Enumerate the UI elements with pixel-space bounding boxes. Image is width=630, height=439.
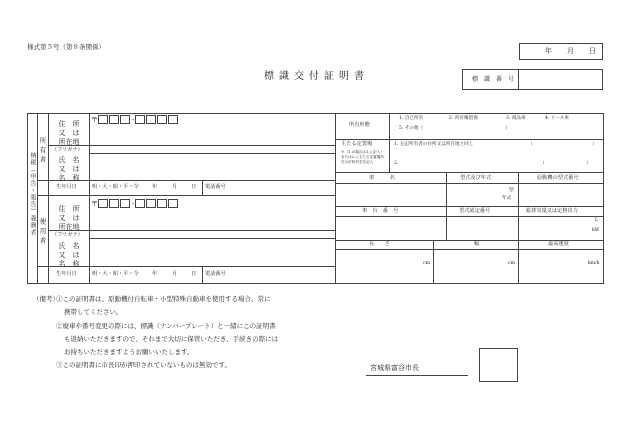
vehicle-row-bottom (335, 206, 604, 207)
location-option-2-open: （ (540, 161, 545, 166)
note-line-3: ②廃車や番号変更の際には、標識（ナンバープレート）と一緒にこの証明書 (56, 322, 276, 330)
right-label-col (389, 113, 390, 172)
owner-name-label (41, 156, 97, 182)
owner-postal-mark: 〒 (91, 116, 98, 124)
width-label: 幅 (474, 241, 480, 247)
user-birth-month: 月 (172, 271, 178, 277)
page-title: 標識交付証明書 (264, 71, 369, 82)
owner-postal-hyphen: - (132, 115, 135, 124)
user-postal-mark: 〒 (91, 200, 98, 208)
owner-birth-month: 月 (172, 184, 178, 190)
owner-phone-divider (202, 180, 203, 195)
kw-unit: kW (592, 228, 600, 233)
size-col-1 (433, 240, 434, 284)
mayor-name: 宮城県富谷市長 (370, 364, 419, 372)
note-line-1: ①この証明書は、原動機付自転車・小型特殊自動車を使用する場合、常に (56, 295, 271, 303)
user-furigana-label: （フリガナ） (52, 232, 83, 238)
speed-unit: km/h (588, 261, 600, 266)
liter-unit: L (595, 218, 599, 223)
ownership-option-1: 1. 自己所有 (399, 116, 424, 121)
owner-furigana-bottom (89, 153, 335, 154)
model-mark: 型 (509, 188, 514, 193)
owner-address-label (41, 120, 97, 146)
user-phone-label: 電話番号 (205, 271, 226, 277)
owner-name-label-text: 氏 名 又 は 名 称 (58, 156, 80, 182)
date-year-label: 年 (545, 47, 552, 55)
location-option-2: 2. (394, 161, 399, 166)
notes-heading: （備考） (33, 295, 59, 303)
owner-label: 所有者 (38, 137, 47, 166)
location-label: 主たる定置場 (341, 141, 373, 147)
location-note: ※（1.の場合は1.に記入）または2.に主たる定置場所在の市町村名を記入 (341, 150, 384, 164)
user-name-label-text: 氏 名 又 は 名 称 (58, 242, 80, 268)
date-day-label: 日 (589, 47, 596, 55)
speed-label: 最高速度 (548, 241, 569, 247)
location-bottom (335, 172, 604, 173)
owner-birth-label: 生年月日 (56, 184, 77, 190)
motor-model-label: 原動機の型式番号 (537, 175, 579, 181)
seal-box (479, 348, 518, 382)
user-address-label-text: 住 所 又 は 所在地 (58, 205, 80, 231)
location-option-1-open: （ (528, 142, 533, 147)
ownership-option-3: 3. 商品車 (506, 116, 526, 121)
ownership-option-5-close: ） (505, 126, 510, 131)
note-line-6: ③この証明書に市長印が押印されていないものは無効です。 (56, 361, 231, 369)
note-line-4: も返納いただきますので、それまで大切に保管いただき、手続きの際には (64, 335, 279, 343)
user-name-label (41, 242, 97, 268)
vehicle-name-label: 車 名 (369, 175, 395, 181)
chassis-label: 車 台 番 号 (362, 208, 399, 214)
form-number: 様式第５号（第８条関係） (27, 43, 105, 51)
model-cert-label: 型式認定番号 (459, 208, 491, 214)
taxpayer-group-label: 納税（申告・報告）義務者 (29, 152, 36, 236)
size-header-bottom (335, 249, 604, 250)
sign-number-label: 標 識 番 号 (472, 76, 515, 83)
group-col-line (37, 113, 38, 284)
user-label: 使用者 (38, 218, 47, 247)
location-option-2-close: ） (586, 161, 591, 166)
owner-phone-label: 電話番号 (205, 184, 226, 190)
user-birth-year: 年 (152, 271, 158, 277)
owner-era-label: 明・大・昭・平・令 (92, 184, 139, 190)
ownership-option-5: 5. その他（ (399, 126, 424, 131)
ownership-option-2: 2. 所有権留保 (449, 116, 478, 121)
user-birth-label: 生年月日 (56, 271, 77, 277)
note-line-5: お持ちいただきますようお願いいたします。 (64, 348, 194, 356)
note-line-2: 携帯してください。 (64, 308, 123, 316)
vehicle-col-1 (446, 172, 447, 240)
width-unit: cm (508, 261, 515, 266)
size-col-2 (518, 240, 519, 284)
location-option-1: 1. 左記所有者の住所又は所在地と同じ (394, 142, 474, 147)
owner-birth-year: 年 (152, 184, 158, 190)
date-month-label: 月 (567, 47, 574, 55)
year-mark: 年式 (502, 196, 512, 201)
user-birth-day: 日 (191, 271, 197, 277)
chassis-header-bottom (335, 216, 604, 217)
displacement-label: 総排気量又は定格出力 (526, 208, 578, 214)
mayor-underline (366, 375, 468, 376)
ownership-label: 所有形態 (349, 122, 370, 128)
user-address-label (41, 205, 97, 231)
owner-postal-code[interactable] (98, 115, 179, 124)
owner-birth-bottom (37, 195, 335, 196)
ownership-bottom (335, 139, 604, 140)
user-furigana-bottom (89, 238, 335, 239)
owner-furigana-label: （フリガナ） (52, 147, 83, 153)
user-postal-code[interactable] (98, 199, 179, 208)
vehicle-header-bottom (335, 183, 604, 184)
length-unit: cm (423, 261, 430, 266)
sign-number-divider (518, 69, 519, 90)
owner-birth-day: 日 (191, 184, 197, 190)
length-label: 長 さ (369, 241, 390, 247)
user-era-label: 明・大・昭・平・令 (92, 271, 139, 277)
ownership-option-4: 4. リース車 (545, 116, 569, 121)
vehicle-col-2 (518, 172, 519, 240)
location-option-1-close: ） (592, 142, 597, 147)
user-phone-divider (202, 266, 203, 284)
owner-address-label-text: 住 所 又 は 所在地 (58, 120, 80, 146)
user-postal-hyphen: - (132, 199, 135, 208)
model-year-label: 型式及び年式 (460, 175, 492, 181)
